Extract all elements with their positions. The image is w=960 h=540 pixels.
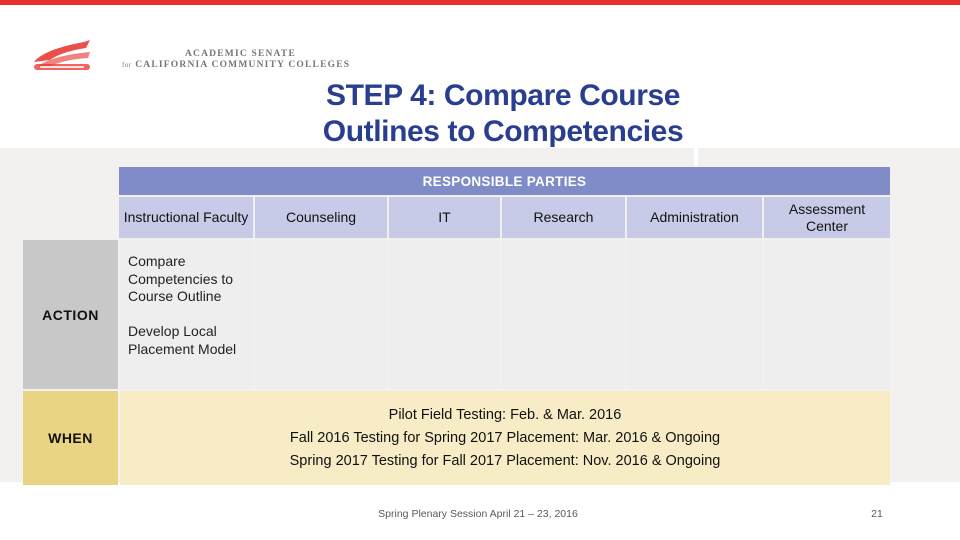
org-name-line2-text: CALIFORNIA COMMUNITY COLLEGES bbox=[135, 60, 351, 70]
role-administration: Administration bbox=[627, 197, 762, 238]
responsible-parties-header: RESPONSIBLE PARTIES bbox=[119, 167, 890, 195]
slide-title bbox=[250, 78, 756, 150]
role-it: IT bbox=[389, 197, 500, 238]
page-number: 21 bbox=[871, 508, 883, 520]
when-line-pilot: Pilot Field Testing: Feb. & Mar. 2016 bbox=[388, 406, 622, 423]
faculty-action-text bbox=[128, 253, 252, 358]
when-line-fall-2016: Fall 2016 Testing for Spring 2017 Placement: Mar. 2016 & Ongoing bbox=[289, 429, 721, 446]
action-cell-assessment-center bbox=[764, 240, 890, 389]
when-timeline bbox=[120, 391, 890, 485]
role-instructional-faculty: Instructional Faculty bbox=[119, 197, 253, 238]
action-cell-administration bbox=[627, 240, 762, 389]
top-accent-bar bbox=[0, 0, 960, 5]
action-cell-counseling bbox=[255, 240, 387, 389]
role-assessment-center: Assessment Center bbox=[764, 197, 890, 238]
role-research: Research bbox=[502, 197, 625, 238]
action-row-label: ACTION bbox=[23, 240, 118, 389]
role-counseling: Counseling bbox=[255, 197, 387, 238]
academic-senate-logo-icon bbox=[32, 38, 94, 72]
when-line-spring-2017: Spring 2017 Testing for Fall 2017 Placement: Nov. 2016 & Ongoing bbox=[289, 452, 721, 469]
slide-title-line1: STEP 4: Compare Course bbox=[325, 79, 681, 112]
slide-title-line2: Outlines to Competencies bbox=[322, 115, 684, 148]
decorative-divider bbox=[694, 148, 698, 166]
action-cell-research bbox=[502, 240, 625, 389]
footer-caption: Spring Plenary Session April 21 – 23, 2016 bbox=[378, 508, 578, 520]
faculty-action-item-compare: Compare Competencies to Course Outline bbox=[128, 253, 234, 304]
action-cell-it bbox=[389, 240, 500, 389]
org-name-line2 bbox=[122, 60, 350, 70]
faculty-action-item-develop: Develop Local Placement Model bbox=[128, 323, 237, 357]
when-row-label: WHEN bbox=[23, 391, 118, 485]
org-name-line1: ACADEMIC SENATE bbox=[185, 49, 296, 59]
org-name-for: for bbox=[122, 61, 132, 69]
